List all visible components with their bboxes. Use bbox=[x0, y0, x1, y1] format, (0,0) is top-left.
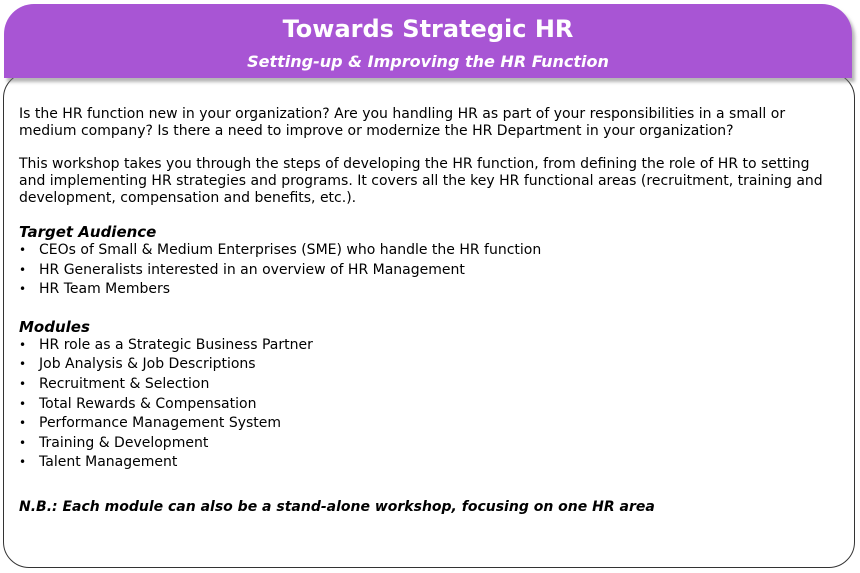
bullet-icon: • bbox=[19, 376, 27, 391]
main-content bbox=[19, 106, 839, 516]
bullet-icon: • bbox=[19, 435, 27, 450]
target-audience-list bbox=[19, 241, 839, 300]
list-item-label: Job Analysis & Job Descriptions bbox=[39, 356, 256, 373]
list-item bbox=[19, 355, 839, 375]
list-item-label: Total Rewards & Compensation bbox=[39, 395, 257, 412]
bullet-icon: • bbox=[19, 337, 27, 352]
bullet-icon: • bbox=[19, 455, 27, 470]
bullet-icon: • bbox=[19, 262, 27, 277]
list-item bbox=[19, 375, 839, 395]
header-banner bbox=[4, 4, 852, 78]
list-item bbox=[19, 336, 839, 356]
list-item-label: HR Generalists interested in an overview of HR Management bbox=[39, 261, 465, 278]
list-item bbox=[19, 453, 839, 473]
intro-paragraph-2: This workshop takes you through the steps of developing the HR function, from defining the role of HR to setting and implementing HR strategies and programs. It covers all the key HR functional areas (recruitment, training and development, compensation and benefits, etc.). bbox=[19, 156, 823, 206]
target-audience-heading: Target Audience bbox=[19, 223, 157, 241]
bullet-icon: • bbox=[19, 282, 27, 297]
modules-list bbox=[19, 336, 839, 473]
intro-paragraph-1: Is the HR function new in your organization? Are you handling HR as part of your responsibilities in a small or medium company? Is there a need to improve or modernize the HR Department in your organization? bbox=[19, 106, 786, 139]
list-item-label: CEOs of Small & Medium Enterprises (SME) who handle the HR function bbox=[39, 242, 542, 258]
list-item bbox=[19, 280, 839, 300]
list-item bbox=[19, 395, 839, 415]
page-subtitle: Setting-up & Improving the HR Function bbox=[247, 52, 609, 71]
bullet-icon: • bbox=[19, 243, 27, 257]
list-item bbox=[19, 414, 839, 434]
list-item-label: HR Team Members bbox=[39, 281, 171, 298]
list-item bbox=[19, 241, 839, 261]
list-item bbox=[19, 261, 839, 281]
list-item-label: HR role as a Strategic Business Partner bbox=[39, 336, 313, 353]
list-item-label: Training & Development bbox=[39, 434, 209, 451]
modules-heading: Modules bbox=[19, 317, 90, 336]
list-item-label: Talent Management bbox=[39, 454, 178, 471]
bullet-icon: • bbox=[19, 416, 27, 431]
page-title: Towards Strategic HR bbox=[282, 15, 574, 43]
bullet-icon: • bbox=[19, 396, 27, 411]
list-item-label: Recruitment & Selection bbox=[39, 375, 210, 392]
list-item-label: Performance Management System bbox=[39, 415, 282, 432]
bullet-icon: • bbox=[19, 357, 27, 372]
list-item bbox=[19, 434, 839, 454]
footnote: N.B.: Each module can also be a stand-alone workshop, focusing on one HR area bbox=[19, 498, 655, 515]
